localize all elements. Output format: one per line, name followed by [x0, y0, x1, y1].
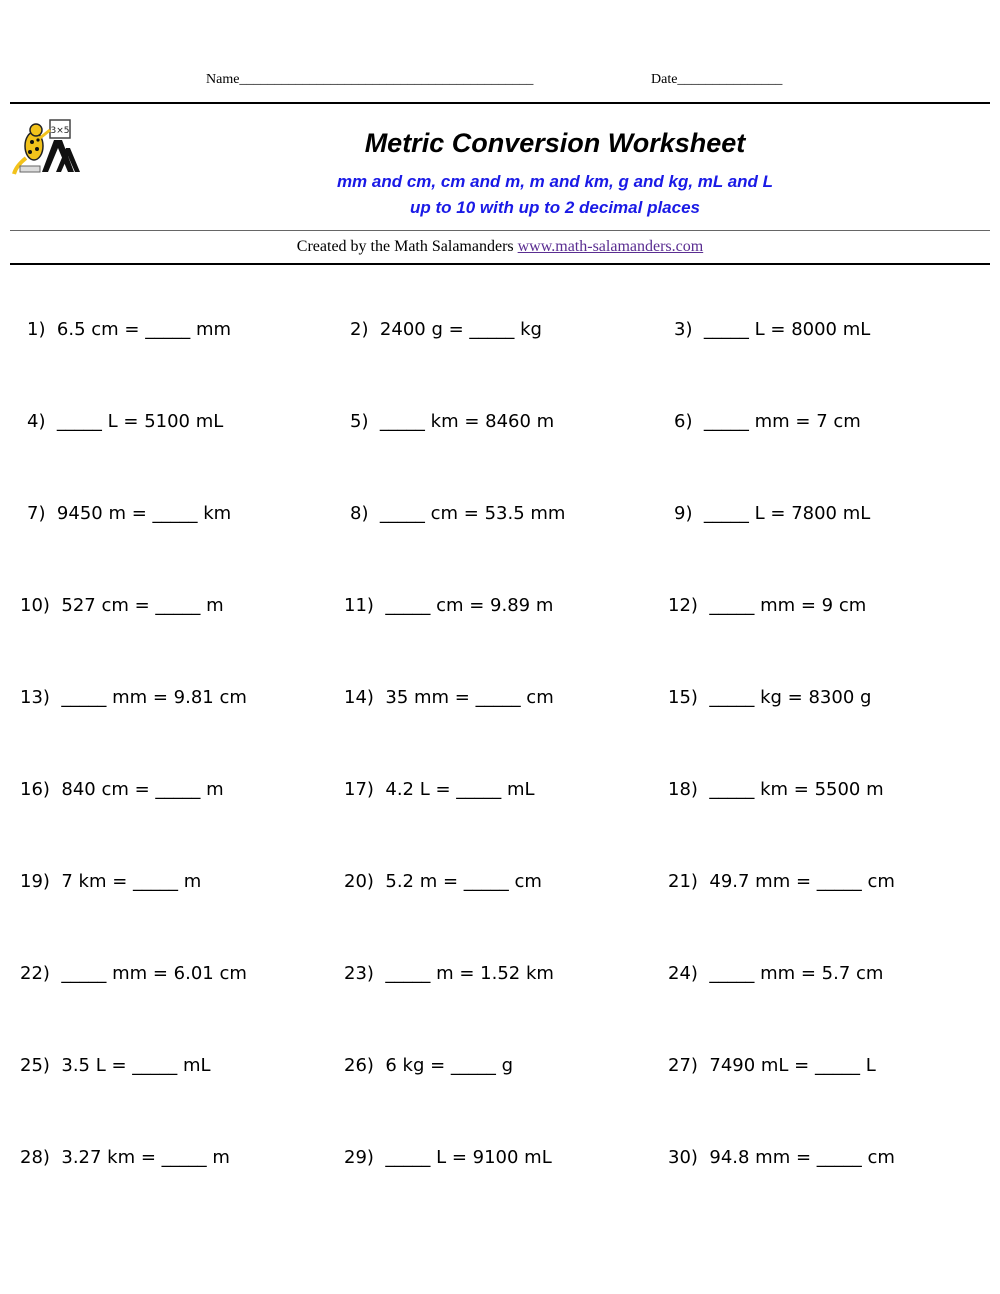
problem-29: 29) _____ L = 9100 mL — [344, 1147, 552, 1168]
problem-22: 22) _____ mm = 6.01 cm — [20, 963, 247, 984]
problem-19: 19) 7 km = _____ m — [20, 871, 202, 892]
subtitle-line1: mm and cm, cm and m, m and km, g and kg, mL and L — [336, 172, 774, 191]
problem-9: 9) _____ L = 7800 mL — [674, 503, 871, 524]
problem-13: 13) _____ mm = 9.81 cm — [20, 687, 247, 708]
problem-4: 4) _____ L = 5100 mL — [27, 411, 224, 432]
problem-17: 17) 4.2 L = _____ mL — [344, 779, 535, 800]
problem-16: 16) 840 cm = _____ m — [20, 779, 224, 800]
header-rule — [10, 102, 990, 104]
problem-23: 23) _____ m = 1.52 km — [344, 963, 554, 984]
problem-11: 11) _____ cm = 9.89 m — [344, 595, 554, 616]
credit-top-rule — [10, 230, 990, 231]
problem-26: 26) 6 kg = _____ g — [344, 1055, 514, 1076]
credit-text: Created by the Math Salamanders — [296, 238, 518, 255]
problem-21: 21) 49.7 mm = _____ cm — [668, 871, 895, 892]
problem-7: 7) 9450 m = _____ km — [27, 503, 232, 524]
problem-12: 12) _____ mm = 9 cm — [668, 595, 867, 616]
credit-link[interactable]: www.math-salamanders.com — [517, 238, 704, 255]
problem-18: 18) _____ km = 5500 m — [668, 779, 884, 800]
page-title: Metric Conversion Worksheet — [364, 128, 746, 158]
problem-25: 25) 3.5 L = _____ mL — [20, 1055, 211, 1076]
problem-14: 14) 35 mm = _____ cm — [344, 687, 554, 708]
problem-15: 15) _____ kg = 8300 g — [668, 687, 872, 708]
credit-bottom-rule — [10, 263, 990, 265]
problem-2: 2) 2400 g = _____ kg — [350, 319, 542, 340]
problem-6: 6) _____ mm = 7 cm — [674, 411, 861, 432]
subtitle-line2: up to 10 with up to 2 decimal places — [409, 198, 700, 217]
problem-3: 3) _____ L = 8000 mL — [674, 319, 871, 340]
problem-27: 27) 7490 mL = _____ L — [668, 1055, 876, 1076]
problem-28: 28) 3.27 km = _____ m — [20, 1147, 230, 1168]
date-field-label: Date_______________ — [651, 72, 783, 87]
problem-20: 20) 5.2 m = _____ cm — [344, 871, 542, 892]
problem-30: 30) 94.8 mm = _____ cm — [668, 1147, 895, 1168]
name-field-label: Name__________________________________________ — [206, 72, 534, 87]
problem-24: 24) _____ mm = 5.7 cm — [668, 963, 884, 984]
problem-5: 5) _____ km = 8460 m — [350, 411, 555, 432]
problem-10: 10) 527 cm = _____ m — [20, 595, 224, 616]
logo-board-number: 3×5 — [50, 126, 70, 136]
problem-8: 8) _____ cm = 53.5 mm — [350, 503, 566, 524]
problem-1: 1) 6.5 cm = _____ mm — [27, 319, 232, 340]
credit-line — [0, 238, 1000, 256]
